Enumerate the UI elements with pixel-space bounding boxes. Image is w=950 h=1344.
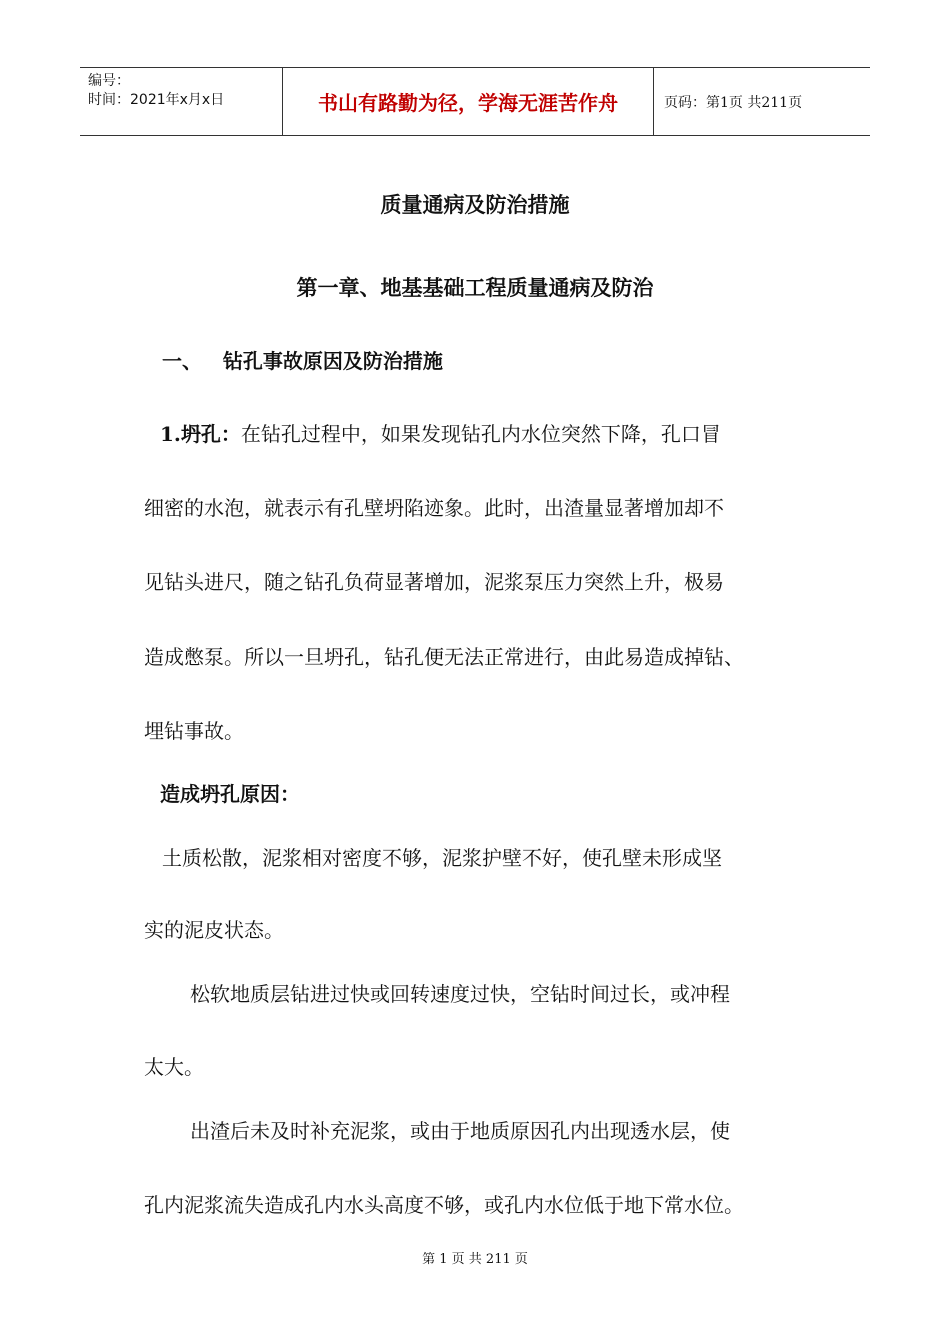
header-motto-cell [282, 68, 654, 135]
cause-heading: 造成坍孔原因： [160, 782, 300, 806]
section-heading: 一、 钻孔事故原因及防治措施 [162, 349, 443, 373]
cause3-line2: 孔内泥浆流失造成孔内水头高度不够，或孔内水位低于地下常水位。 [144, 1193, 744, 1217]
header-page-info: 页码：第1页 共211页 [664, 94, 803, 111]
item1-line5: 埋钻事故。 [144, 719, 244, 743]
cause2-line2: 太大。 [144, 1055, 204, 1079]
header-left-cell [80, 68, 282, 135]
cause2-line1: 松软地质层钻进过快或回转速度过快，空钻时间过长，或冲程 [190, 982, 730, 1006]
chapter-title: 第一章、地基基础工程质量通病及防治 [296, 275, 654, 300]
document-title: 质量通病及防治措施 [380, 192, 570, 217]
item1-line2: 细密的水泡，就表示有孔壁坍陷迹象。此时，出渣量显著增加却不 [144, 496, 724, 520]
item1-line1: 在钻孔过程中，如果发现钻孔内水位突然下降，孔口冒 [240, 422, 721, 446]
item1-title: 1.坍孔： [160, 422, 241, 446]
cause1-line2: 实的泥皮状态。 [144, 918, 284, 942]
cause1-line1: 土质松散，泥浆相对密度不够，泥浆护壁不好，使孔壁未形成坚 [162, 846, 722, 870]
item1-first-line [160, 418, 721, 447]
item1-line3: 见钻头进尺，随之钻孔负荷显著增加，泥浆泵压力突然上升，极易 [144, 570, 724, 594]
time-label: 时间：2021年x月x日 [88, 92, 225, 108]
number-label: 编号： [88, 73, 130, 89]
item1-line4: 造成憋泵。所以一旦坍孔，钻孔便无法正常进行，由此易造成掉钻、 [144, 645, 744, 669]
page-header [80, 67, 870, 136]
cause3-line1: 出渣后未及时补充泥浆，或由于地质原因孔内出现透水层，使 [190, 1119, 730, 1143]
motto-text: 书山有路勤为径，学海无涯苦作舟 [318, 91, 618, 115]
page-footer: 第 1 页 共 211 页 [422, 1252, 528, 1267]
